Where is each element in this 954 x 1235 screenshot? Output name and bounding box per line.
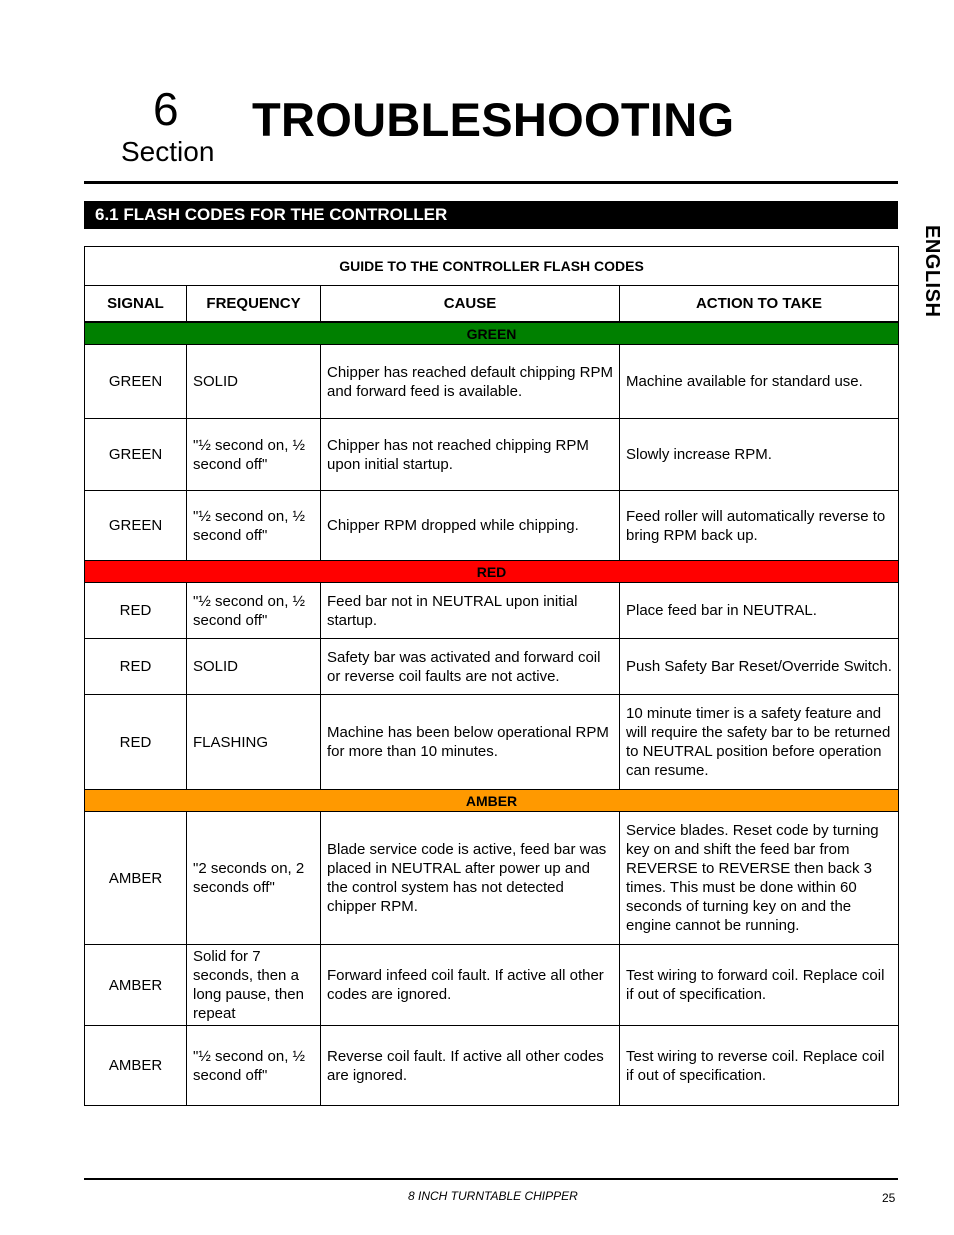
signal-cell: GREEN — [85, 345, 187, 419]
table-row — [85, 345, 899, 419]
language-tab: ENGLISH — [921, 225, 943, 318]
signal-cell: RED — [85, 695, 187, 790]
table-row — [85, 419, 899, 491]
column-header-cause: CAUSE — [321, 286, 620, 323]
signal-cell: GREEN — [85, 419, 187, 491]
signal-cell: AMBER — [85, 1026, 187, 1106]
frequency-cell: "½ second on, ½ second off" — [187, 419, 321, 491]
action-cell: 10 minute timer is a safety feature and will require the safety bar to be returned to NEUTRAL position before operation can resume. — [620, 695, 899, 790]
header-rule — [84, 181, 898, 184]
group-label: GREEN — [85, 322, 899, 345]
group-band-red — [85, 561, 899, 583]
action-cell: Feed roller will automatically reverse to bring RPM back up. — [620, 491, 899, 561]
cause-cell: Safety bar was activated and forward coil or reverse coil faults are not active. — [321, 639, 620, 695]
frequency-cell: "½ second on, ½ second off" — [187, 583, 321, 639]
page-title: TROUBLESHOOTING — [252, 93, 735, 146]
signal-cell: RED — [85, 583, 187, 639]
page-number: 25 — [882, 1191, 896, 1205]
column-header-frequency: FREQUENCY — [187, 286, 321, 323]
action-cell: Place feed bar in NEUTRAL. — [620, 583, 899, 639]
action-cell: Service blades. Reset code by turning key on and shift the feed bar from REVERSE to REVERSE then back 3 times. This must be done within 60 seconds of turning key on and the engine cannot be running. — [620, 812, 899, 945]
table-caption-row — [85, 247, 899, 286]
signal-cell: AMBER — [85, 945, 187, 1026]
frequency-cell: "½ second on, ½ second off" — [187, 1026, 321, 1106]
table-row — [85, 639, 899, 695]
table-row — [85, 695, 899, 790]
cause-cell: Machine has been below operational RPM for more than 10 minutes. — [321, 695, 620, 790]
table-row — [85, 491, 899, 561]
table-row — [85, 583, 899, 639]
section-subheading: 6.1 FLASH CODES FOR THE CONTROLLER — [84, 201, 898, 229]
column-header-action: ACTION TO TAKE — [620, 286, 899, 323]
table-caption: GUIDE TO THE CONTROLLER FLASH CODES — [85, 247, 899, 286]
signal-cell: GREEN — [85, 491, 187, 561]
action-cell: Test wiring to reverse coil. Replace coil if out of specification. — [620, 1026, 899, 1106]
cause-cell: Chipper has not reached chipping RPM upon initial startup. — [321, 419, 620, 491]
cause-cell: Blade service code is active, feed bar was placed in NEUTRAL after power up and the control system has not detected chipper RPM. — [321, 812, 620, 945]
cause-cell: Reverse coil fault. If active all other codes are ignored. — [321, 1026, 620, 1106]
column-header-signal: SIGNAL — [85, 286, 187, 323]
frequency-cell: SOLID — [187, 345, 321, 419]
group-label: AMBER — [85, 790, 899, 812]
group-label: RED — [85, 561, 899, 583]
action-cell: Machine available for standard use. — [620, 345, 899, 419]
table-row — [85, 812, 899, 945]
cause-cell: Chipper RPM dropped while chipping. — [321, 491, 620, 561]
footer-rule — [84, 1178, 898, 1180]
frequency-cell: SOLID — [187, 639, 321, 695]
frequency-cell: Solid for 7 seconds, then a long pause, then repeat — [187, 945, 321, 1026]
section-word: Section — [121, 136, 215, 167]
signal-cell: RED — [85, 639, 187, 695]
action-cell: Test wiring to forward coil. Replace coil if out of specification. — [620, 945, 899, 1026]
group-band-green — [85, 322, 899, 345]
table-header-row — [85, 286, 899, 323]
table-row — [85, 945, 899, 1026]
footer-title: 8 INCH TURNTABLE CHIPPER — [408, 1189, 578, 1203]
frequency-cell: FLASHING — [187, 695, 321, 790]
frequency-cell: "2 seconds on, 2 seconds off" — [187, 812, 321, 945]
section-number: 6 — [153, 83, 179, 135]
group-band-amber — [85, 790, 899, 812]
table-row — [85, 1026, 899, 1106]
frequency-cell: "½ second on, ½ second off" — [187, 491, 321, 561]
cause-cell: Feed bar not in NEUTRAL upon initial startup. — [321, 583, 620, 639]
action-cell: Slowly increase RPM. — [620, 419, 899, 491]
cause-cell: Forward infeed coil fault. If active all other codes are ignored. — [321, 945, 620, 1026]
flash-codes-table — [84, 246, 899, 1106]
signal-cell: AMBER — [85, 812, 187, 945]
cause-cell: Chipper has reached default chipping RPM and forward feed is available. — [321, 345, 620, 419]
action-cell: Push Safety Bar Reset/Override Switch. — [620, 639, 899, 695]
